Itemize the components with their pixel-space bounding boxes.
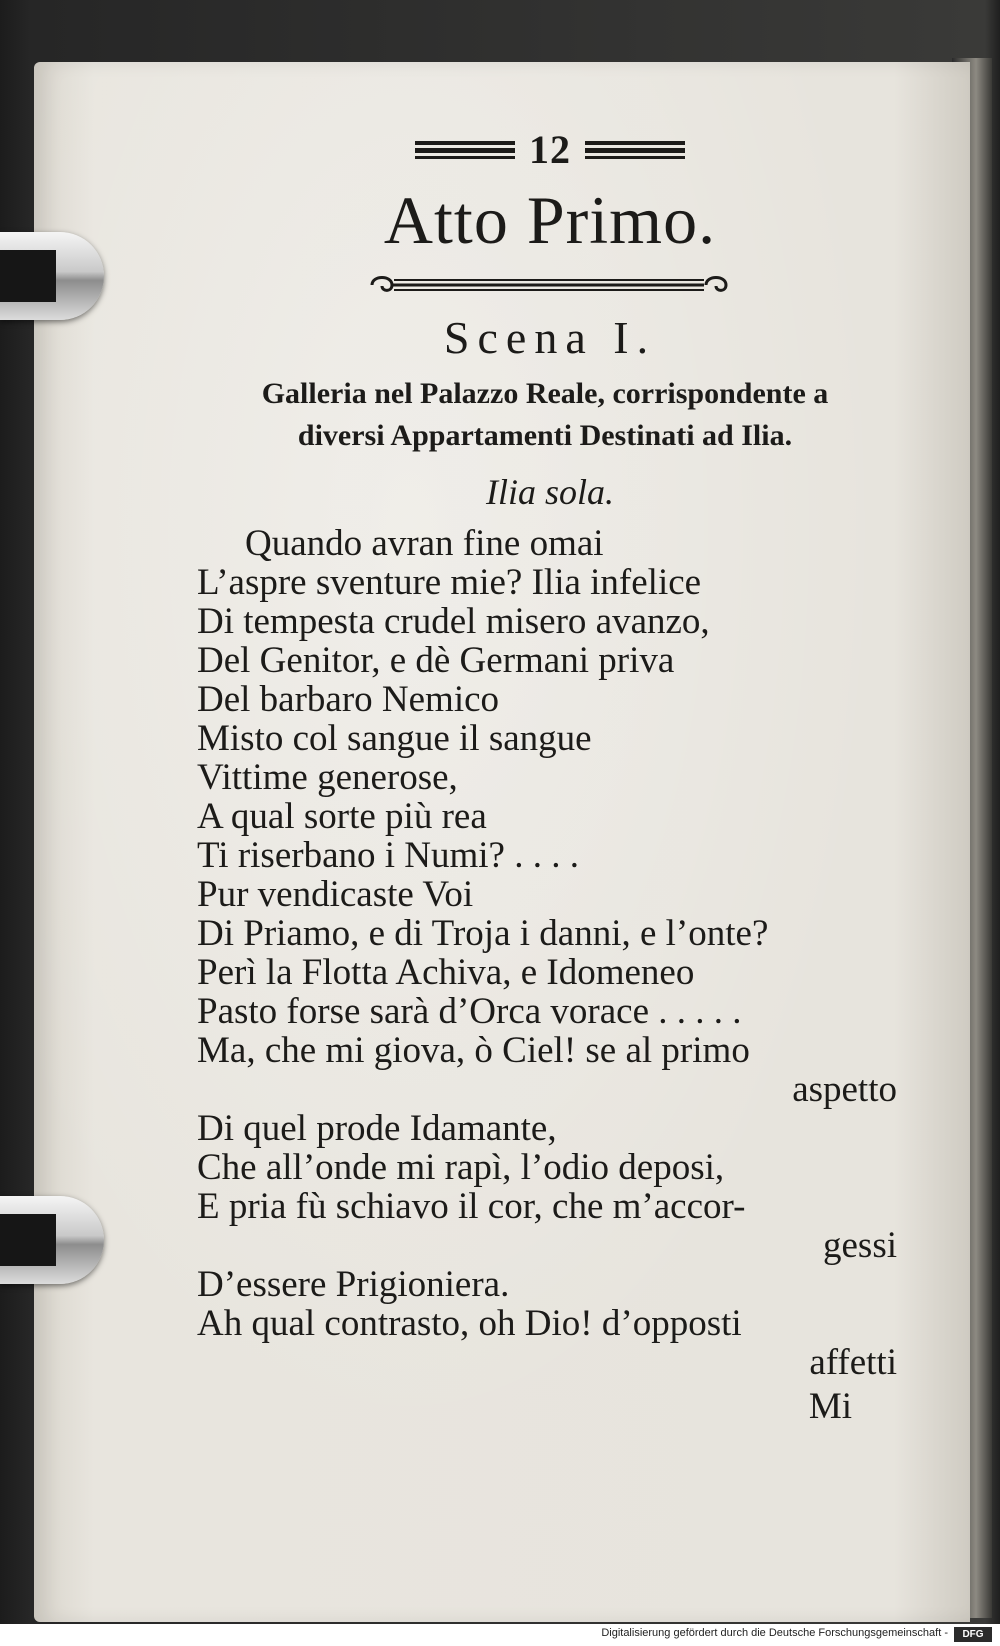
book-clamp-bottom bbox=[0, 1196, 104, 1284]
book-clamp-top bbox=[0, 232, 104, 320]
header-rule-right bbox=[585, 137, 685, 161]
setting-description-line: Galleria nel Palazzo Reale, corrispondente a bbox=[261, 377, 829, 410]
header-rule-left bbox=[415, 137, 515, 161]
verse-line: Di quel prode Idamante, bbox=[197, 1108, 557, 1149]
catchword: Mi bbox=[808, 1386, 852, 1427]
verse-line: E pria fù schiavo il cor, che m’accor- bbox=[197, 1186, 746, 1227]
ornament-rule bbox=[364, 272, 734, 298]
page-number: 12 bbox=[529, 126, 571, 172]
verse-line: Di Priamo, e di Troja i danni, e l’onte? bbox=[197, 913, 769, 954]
verse-line: A qual sorte più rea bbox=[197, 796, 487, 837]
verse-line: D’essere Prigioniera. bbox=[197, 1264, 510, 1305]
verse-line-turnover: affetti bbox=[809, 1342, 897, 1383]
scene-title: Scena I. bbox=[443, 312, 657, 363]
verse-block bbox=[197, 524, 897, 1382]
verse-line: Pur vendicaste Voi bbox=[197, 874, 474, 915]
setting-description-line: diversi Appartamenti Destinati ad Ilia. bbox=[297, 419, 793, 452]
dfg-logo[interactable]: DFG bbox=[954, 1627, 992, 1642]
verse-line: Del Genitor, e dè Germani priva bbox=[197, 640, 675, 681]
verse-line: Che all’onde mi rapì, l’odio deposi, bbox=[197, 1147, 725, 1188]
page-header bbox=[380, 124, 720, 174]
character-direction: Ilia sola. bbox=[485, 472, 614, 512]
verse-line: Quando avran fine omai bbox=[245, 523, 604, 564]
verse-line-turnover: aspetto bbox=[792, 1069, 897, 1110]
verse-line: L’aspre sventure mie? Ilia infelice bbox=[197, 562, 702, 603]
verse-line: Perì la Flotta Achiva, e Idomeneo bbox=[197, 952, 695, 993]
verse-line: Ma, che mi giova, ò Ciel! se al primo bbox=[197, 1030, 750, 1071]
verse-line: Pasto forse sarà d’Orca vorace . . . . . bbox=[197, 991, 742, 1032]
funding-notice: Digitalisierung gefördert durch die Deutsche Forschungsgemeinschaft - bbox=[601, 1627, 948, 1639]
verse-line: Ti riserbano i Numi? . . . . bbox=[197, 835, 579, 876]
verse-line-turnover: gessi bbox=[823, 1225, 897, 1266]
verse-line: Misto col sangue il sangue bbox=[197, 718, 592, 759]
verse-line: Di tempesta crudel misero avanzo, bbox=[197, 601, 710, 642]
verse-line: Ah qual contrasto, oh Dio! d’opposti bbox=[197, 1303, 742, 1344]
verse-line: Vittime generose, bbox=[197, 757, 458, 798]
digitization-footer bbox=[0, 1624, 1000, 1646]
verse-line: Del barbaro Nemico bbox=[197, 679, 500, 720]
act-title: Atto Primo. bbox=[383, 182, 717, 258]
